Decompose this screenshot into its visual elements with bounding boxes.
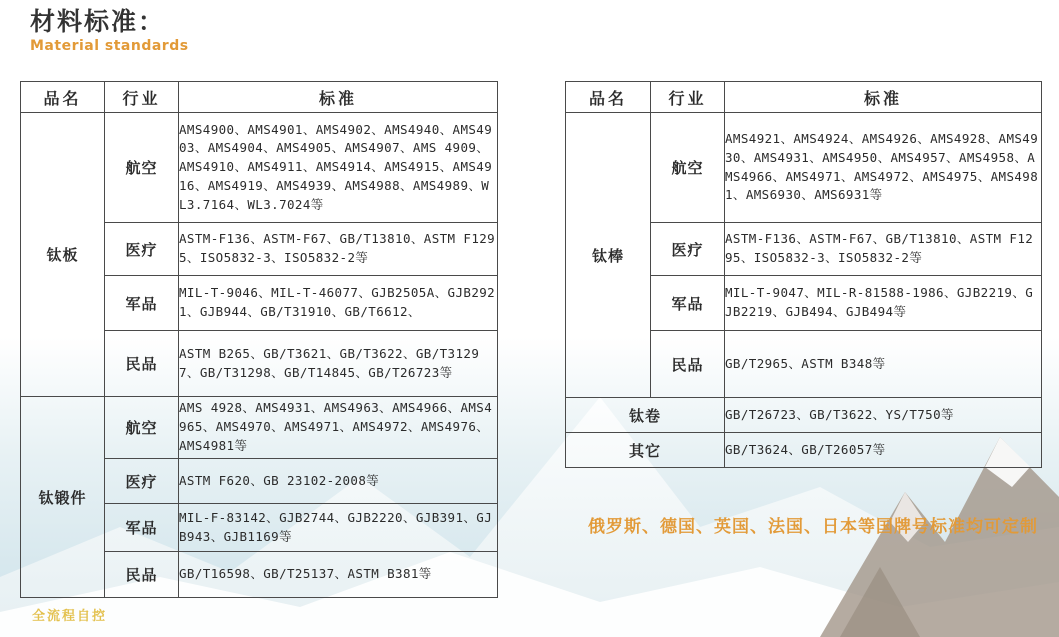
standard-cell: ASTM F620、GB 23102-2008等 (179, 459, 498, 504)
standard-cell: GB/T26723、GB/T3622、YS/T750等 (725, 398, 1042, 433)
material-standards-table-right (565, 81, 1042, 468)
industry-cell: 民品 (105, 552, 179, 598)
standard-cell: GB/T3624、GB/T26057等 (725, 433, 1042, 468)
standard-cell: AMS4921、AMS4924、AMS4926、AMS4928、AMS4930、AMS4931、AMS4950、AMS4957、AMS4958、AMS4966、AMS4971、AMS4972、AMS4975、AMS4981、AMS6930、AMS6931等 (725, 113, 1042, 223)
col-header-industry: 行业 (105, 82, 179, 113)
industry-cell: 医疗 (651, 223, 725, 276)
industry-cell: 民品 (651, 331, 725, 398)
industry-cell: 民品 (105, 331, 179, 397)
table-row (21, 397, 498, 459)
table-header-row (21, 82, 498, 113)
industry-cell: 航空 (105, 397, 179, 459)
product-cell: 钛棒 (566, 113, 651, 398)
custom-standards-note: 俄罗斯、德国、英国、法国、日本等国牌号标准均可定制 (588, 517, 1038, 537)
standard-cell: MIL-F-83142、GJB2744、GJB2220、GJB391、GJB943、GJB1169等 (179, 504, 498, 552)
standard-cell: AMS 4928、AMS4931、AMS4963、AMS4966、AMS4965、AMS4970、AMS4971、AMS4972、AMS4976、AMS4981等 (179, 397, 498, 459)
col-header-product: 品名 (566, 82, 651, 113)
page-subtitle: Material standards (30, 37, 189, 54)
col-header-industry: 行业 (651, 82, 725, 113)
industry-cell: 航空 (651, 113, 725, 223)
standard-cell: MIL-T-9046、MIL-T-46077、GJB2505A、GJB2921、GJB944、GB/T31910、GB/T6612、 (179, 276, 498, 331)
standard-cell: GB/T2965、ASTM B348等 (725, 331, 1042, 398)
standard-cell: ASTM-F136、ASTM-F67、GB/T13810、ASTM F1295、ISO5832-3、ISO5832-2等 (179, 223, 498, 276)
table-row (21, 113, 498, 223)
industry-cell: 军品 (105, 504, 179, 552)
product-cell: 钛板 (21, 113, 105, 397)
table-header-row (566, 82, 1042, 113)
standard-cell: AMS4900、AMS4901、AMS4902、AMS4940、AMS4903、AMS4904、AMS4905、AMS4907、AMS 4909、AMS4910、AMS4911、AMS4914、AMS4915、AMS4916、AMS4919、AMS4939、AMS4988、AMS4989、WL3.7164、WL3.7024等 (179, 113, 498, 223)
process-control-note: 全流程自控 (32, 609, 108, 624)
col-header-product: 品名 (21, 82, 105, 113)
industry-cell: 医疗 (105, 223, 179, 276)
col-header-standard: 标准 (725, 82, 1042, 113)
product-cell: 钛锻件 (21, 397, 105, 598)
standard-cell: GB/T16598、GB/T25137、ASTM B381等 (179, 552, 498, 598)
table-row (566, 398, 1042, 433)
industry-cell: 军品 (651, 276, 725, 331)
table-row (566, 113, 1042, 223)
standard-cell: ASTM-F136、ASTM-F67、GB/T13810、ASTM F1295、ISO5832-3、ISO5832-2等 (725, 223, 1042, 276)
product-cell: 其它 (566, 433, 725, 468)
standard-cell: ASTM B265、GB/T3621、GB/T3622、GB/T31297、GB/T31298、GB/T14845、GB/T26723等 (179, 331, 498, 397)
page-title-block (30, 8, 189, 54)
page-title: 材料标准： (30, 7, 166, 36)
industry-cell: 医疗 (105, 459, 179, 504)
industry-cell: 航空 (105, 113, 179, 223)
industry-cell: 军品 (105, 276, 179, 331)
material-standards-table-left (20, 81, 498, 598)
standard-cell: MIL-T-9047、MIL-R-81588-1986、GJB2219、GJB2219、GJB494、GJB494等 (725, 276, 1042, 331)
product-cell: 钛卷 (566, 398, 725, 433)
col-header-standard: 标准 (179, 82, 498, 113)
table-row (566, 433, 1042, 468)
